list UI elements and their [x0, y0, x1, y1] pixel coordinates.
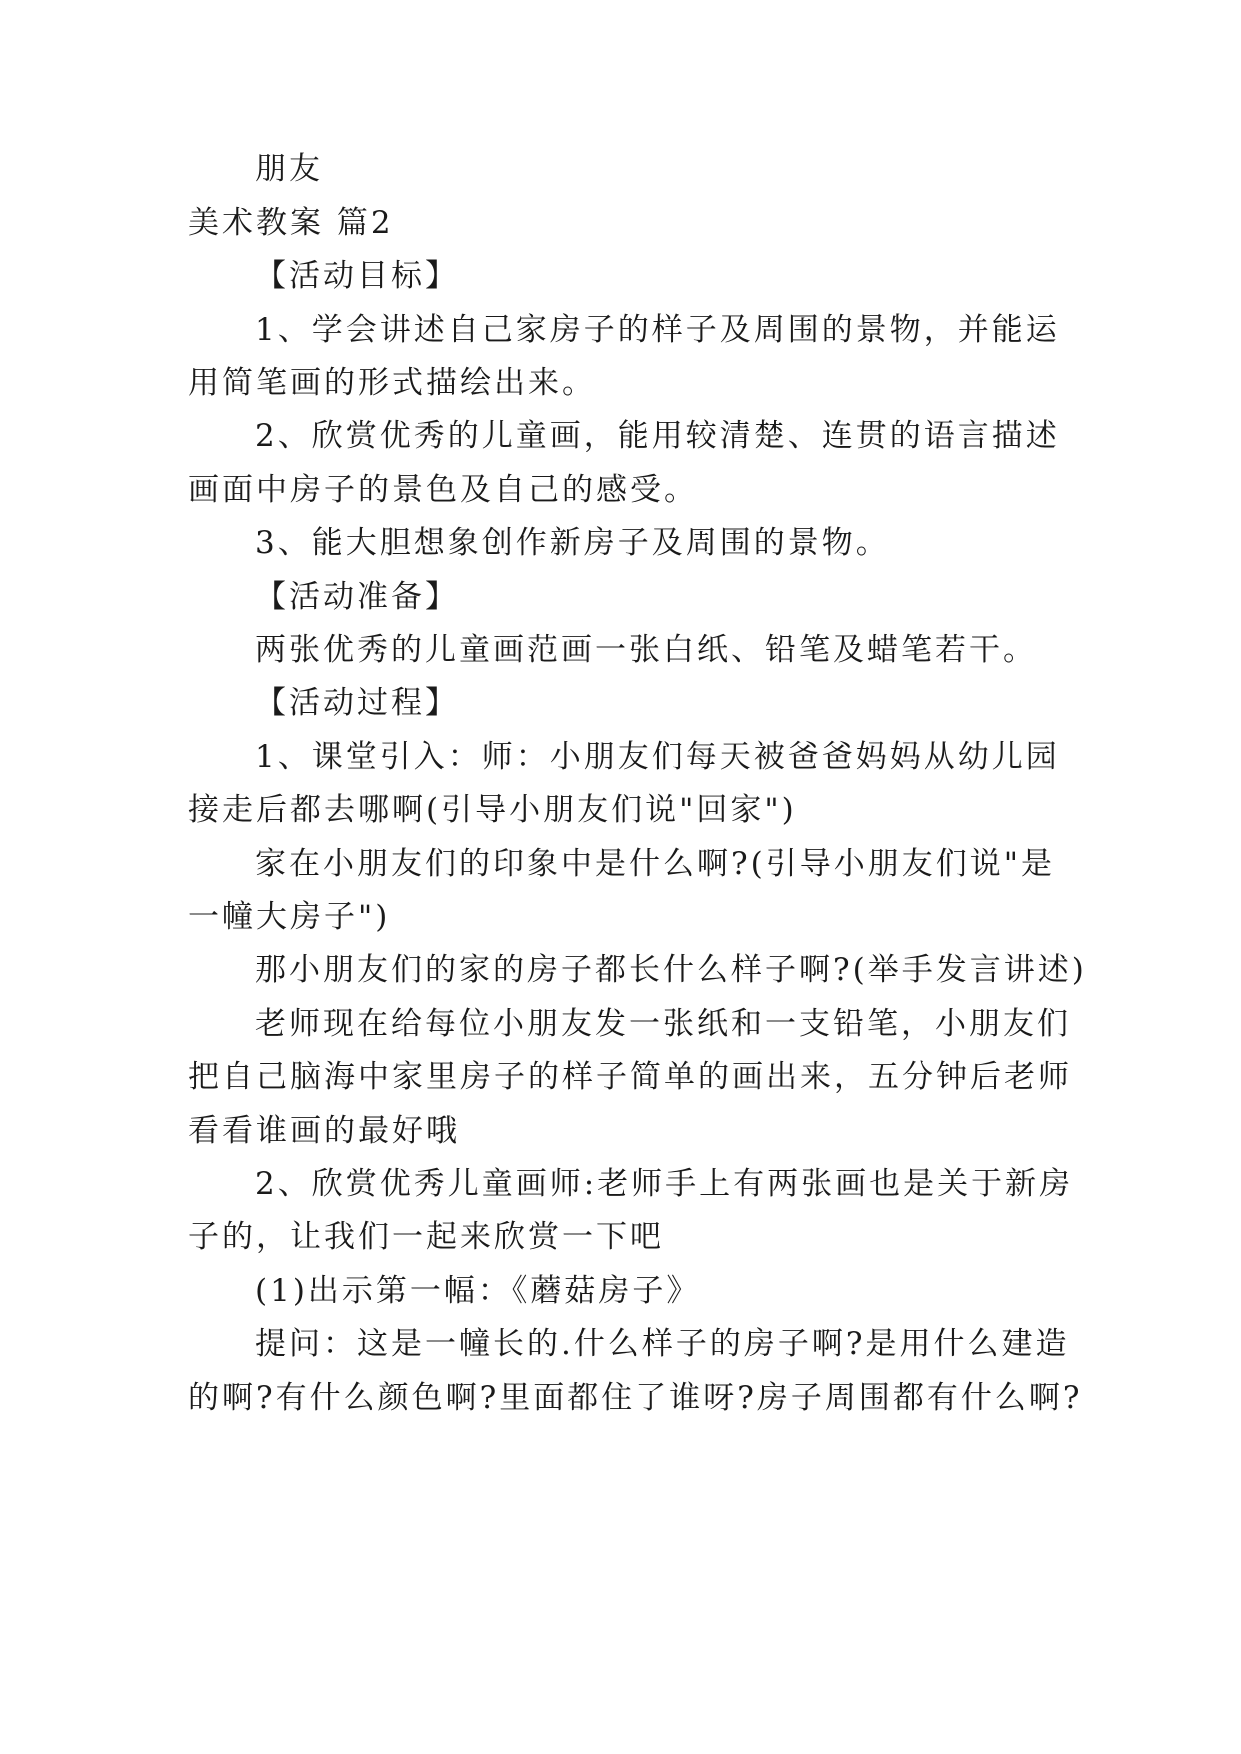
text-line: 接走后都去哪啊(引导小朋友们说"回家")	[188, 792, 797, 828]
subheading-activity-preparation: 【活动准备】	[255, 579, 459, 615]
text-line: 3、能大胆想象创作新房子及周围的景物。	[255, 525, 890, 561]
section-heading: 美术教案 篇2	[188, 205, 394, 241]
text-line: 那小朋友们的家的房子都长什么样子啊?(举手发言讲述)	[255, 952, 1087, 988]
text-line: 提问：这是一幢长的.什么样子的房子啊?是用什么建造	[255, 1326, 1070, 1362]
text-line: 2、欣赏优秀的儿童画，能用较清楚、连贯的语言描述	[255, 418, 1060, 454]
text-line: 1、学会讲述自己家房子的样子及周围的景物，并能运	[255, 312, 1060, 348]
subheading-activity-process: 【活动过程】	[255, 685, 459, 721]
subheading-activity-goals: 【活动目标】	[255, 258, 459, 294]
text-line: 看看谁画的最好哦	[188, 1113, 460, 1149]
text-line: 子的，让我们一起来欣赏一下吧	[188, 1219, 664, 1255]
text-line: 一幢大房子")	[188, 899, 391, 935]
text-line: 家在小朋友们的印象中是什么啊?(引导小朋友们说"是	[255, 846, 1055, 882]
text-line: 把自己脑海中家里房子的样子简单的画出来，五分钟后老师	[188, 1059, 1072, 1095]
text-line: 2、欣赏优秀儿童画师:老师手上有两张画也是关于新房	[255, 1166, 1074, 1202]
text-line: 两张优秀的儿童画范画一张白纸、铅笔及蜡笔若干。	[255, 632, 1037, 668]
text-line: 的啊?有什么颜色啊?里面都住了谁呀?房子周围都有什么啊?	[188, 1380, 1083, 1416]
text-line: 朋友	[255, 151, 323, 187]
text-line: (1)出示第一幅：《蘑菇房子》	[255, 1273, 701, 1309]
text-line: 老师现在给每位小朋友发一张纸和一支铅笔，小朋友们	[255, 1006, 1071, 1042]
text-line: 用简笔画的形式描绘出来。	[188, 365, 596, 401]
text-line: 1、课堂引入：师：小朋友们每天被爸爸妈妈从幼儿园	[255, 739, 1060, 775]
text-line: 画面中房子的景色及自己的感受。	[188, 472, 698, 508]
